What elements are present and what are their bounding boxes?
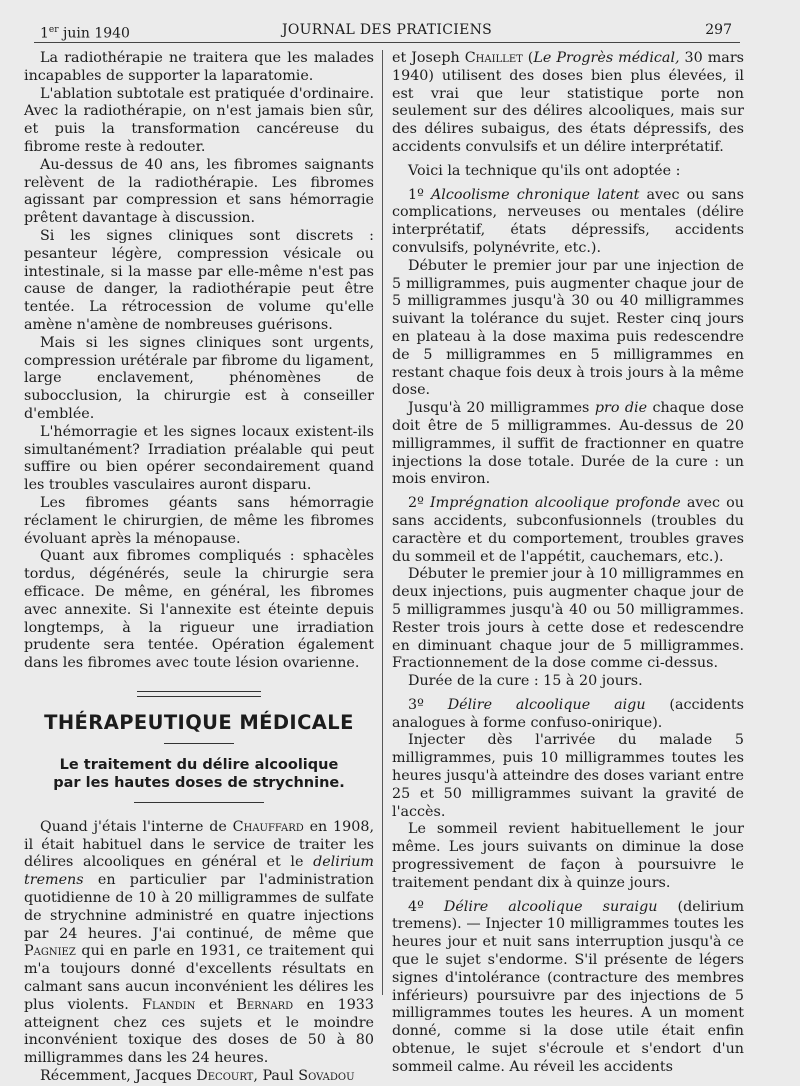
title-rule [134, 802, 264, 803]
left-column [24, 50, 374, 1086]
header-rule [34, 42, 740, 43]
author-name: Sovadou [298, 1068, 355, 1085]
journal-title: JOURNAL DES PRATICIENS [281, 22, 493, 38]
paragraph: Quant aux fibromes compliqués : sphacèles tordus, dégénérés, seule la chirurgie sera efficace. De même, en général, les fibromes avec annexite. Si l'annexite est éteinte depuis longtemps, à la rigueur une irradiation prudente sera tentée. Opération également dans les fibromes avec toute lésion ovarienne. [24, 548, 374, 672]
paragraph: Voici la technique qu'ils ont adoptée : [408, 162, 681, 179]
author-name: Chaillet [464, 50, 523, 66]
author-name: Decourt [196, 1068, 254, 1085]
paragraph: et Joseph Chaillet (Le Progrès médical, 30 mars 1940) utilisent des doses bien plus élevées, il est vrai que leur statistique porte non seulement sur des délires alcooliques, mais sur des délires subaigus, des états dépressifs, des accidents convulsifs et un délire interprétatif. [392, 50, 744, 155]
column-separator [382, 50, 383, 995]
paragraph: Jusqu'à 20 milligrammes pro die chaque dose doit être de 5 milligrammes. Au-dessus de 20 milligrammes, il suffit de fractionner en quatre injections la dose totale. Durée de la cure : un mois environ. [392, 400, 744, 488]
section-double-rule [137, 691, 261, 697]
list-item: 1º Alcoolisme chronique latent avec ou sans complications, nerveuses ou mentales (délire interprétatif, états dépressifs, accidents convulsifs, polynévrite, etc.). [392, 186, 744, 256]
paragraph: Durée de la cure : 15 à 20 jours. [408, 673, 643, 690]
heading-rule [164, 743, 234, 744]
paragraph: Quand j'étais l'interne de Chauffard en 1908, il était habituel dans le service de traiter les délires alcooliques en général et le delirium tremens en particulier par l'administration quotidienne de 10 à 20 milligrammes de sulfate de strychnine administré en quatre injections par 24 heures. J'ai continué, de même que Pagniez qui en parle en 1931, ce traitement qui m'a toujours donné d'excellents résultats en calmant sans aucun inconvénient les délires les plus violents. Flandin et Bernard en 1933 atteignent chez ces sujets et le moindre inconvénient toxique des doses de 50 à 80 milligrammes dans les 24 heures. [24, 818, 374, 1067]
list-item: 2º Imprégnation alcoolique profonde avec ou sans accidents, subconfusionnels (troubles du caractère et du comportement, troubles graves du sommeil et de l'appétit, cauchemars, etc.). [392, 495, 744, 565]
paragraph: Au-dessus de 40 ans, les fibromes saignants relèvent de la radiothérapie. Les fibromes agissant par compression et sans hémorragie prêtent davantage à discussion. [24, 156, 374, 227]
paragraph: La radiothérapie ne traitera que les malades incapables de supporter la laparatomie. [24, 50, 374, 84]
author-name: Chauffard [232, 818, 304, 835]
page-header [34, 20, 740, 42]
list-item: 3º Délire alcoolique aigu (accidents analogues à forme confuso-onirique). [392, 696, 744, 731]
paragraph: L'ablation subtotale est pratiquée d'ordinaire. Avec la radiothérapie, on n'est jamais bien sûr, et puis la transformation cancéreuse du fibrome reste à redouter. [24, 85, 374, 155]
paragraph: Débuter le premier jour par une injection de 5 milligrammes, puis augmenter chaque jour de 5 milligrammes jusqu'à 30 ou 40 milligrammes suivant la tolérance du sujet. Rester cinq jours en plateau à la dose maxima puis redescendre de 5 milligrammes en 5 milligrammes en restant chaque fois deux à trois jours à la même dose. [392, 257, 744, 399]
author-name: Flandin [142, 996, 196, 1013]
paragraph: Récemment, Jacques Decourt, Paul Sovadou [40, 1068, 355, 1085]
article-title-line: par les hautes doses de strychnine. [53, 774, 345, 791]
paragraph: Injecter dès l'arrivée du malade 5 milligrammes, puis 10 milligrammes toutes les heures jusqu'à atteindre des doses variant entre 25 et 50 milligrammes suivant la gravité de l'accès. [392, 732, 744, 820]
article-title [24, 756, 374, 792]
issue-date: 1er juin 1940 [40, 25, 130, 42]
paragraph: Débuter le premier jour à 10 milligrammes en deux injections, puis augmenter chaque jour de 5 milligrammes jusqu'à 40 ou 50 milligrammes. Rester trois jours à cette dose et redescendre en diminuant chaque jour de 5 milligrammes. Fractionnement de la dose comme ci-dessus. [392, 566, 744, 672]
article-title-line: Le traitement du délire alcoolique [59, 756, 339, 773]
page-number: 297 [705, 22, 732, 38]
right-column [392, 50, 744, 1077]
author-name: Bernard [236, 996, 294, 1013]
paragraph: Mais si les signes cliniques sont urgents, compression urétérale par fibrome du ligament, large enclavement, phénomènes de subocclusion, la chirurgie est à conseiller d'emblée. [24, 334, 374, 422]
paragraph: Les fibromes géants sans hémorragie réclament le chirurgien, de même les fibromes évoluant après la ménopause. [24, 494, 374, 547]
paragraph: Si les signes cliniques sont discrets : pesanteur légère, compression vésicale ou intestinale, si la masse par elle-même n'est pas cause de danger, la radiothérapie peut être tentée. La rétrocession de volume qu'elle amène n'amène de nombreuses guérisons. [24, 227, 374, 333]
paragraph: L'hémorragie et les signes locaux existent-ils simultanément? Irradiation préalable qui peut suffire ou bien opérer secondairement quand les troubles vasculaires auront disparu. [24, 423, 374, 494]
list-item: 4º Délire alcoolique suraigu (delirium tremens). — Injecter 10 milligrammes toutes les heures jour et nuit sans interruption jusqu'à ce que le sujet s'endorme. S'il présente de légers signes d'intolérance (contracture des membres inférieurs) poursuivre par des injections de 5 milligrammes toutes les heures. A un moment donné, comme si la dose utile était enfin obtenue, le sujet s'écroule et s'endort d'un sommeil calme. Au réveil les accidents [392, 898, 745, 1075]
section-heading: THÉRAPEUTIQUE MÉDICALE [44, 710, 354, 734]
author-name: Pagniez [24, 943, 76, 960]
paragraph: Le sommeil revient habituellement le jour même. Les jours suivants on diminue la dose progressivement de façon à poursuivre le traitement pendant dix à quinze jours. [392, 821, 744, 891]
